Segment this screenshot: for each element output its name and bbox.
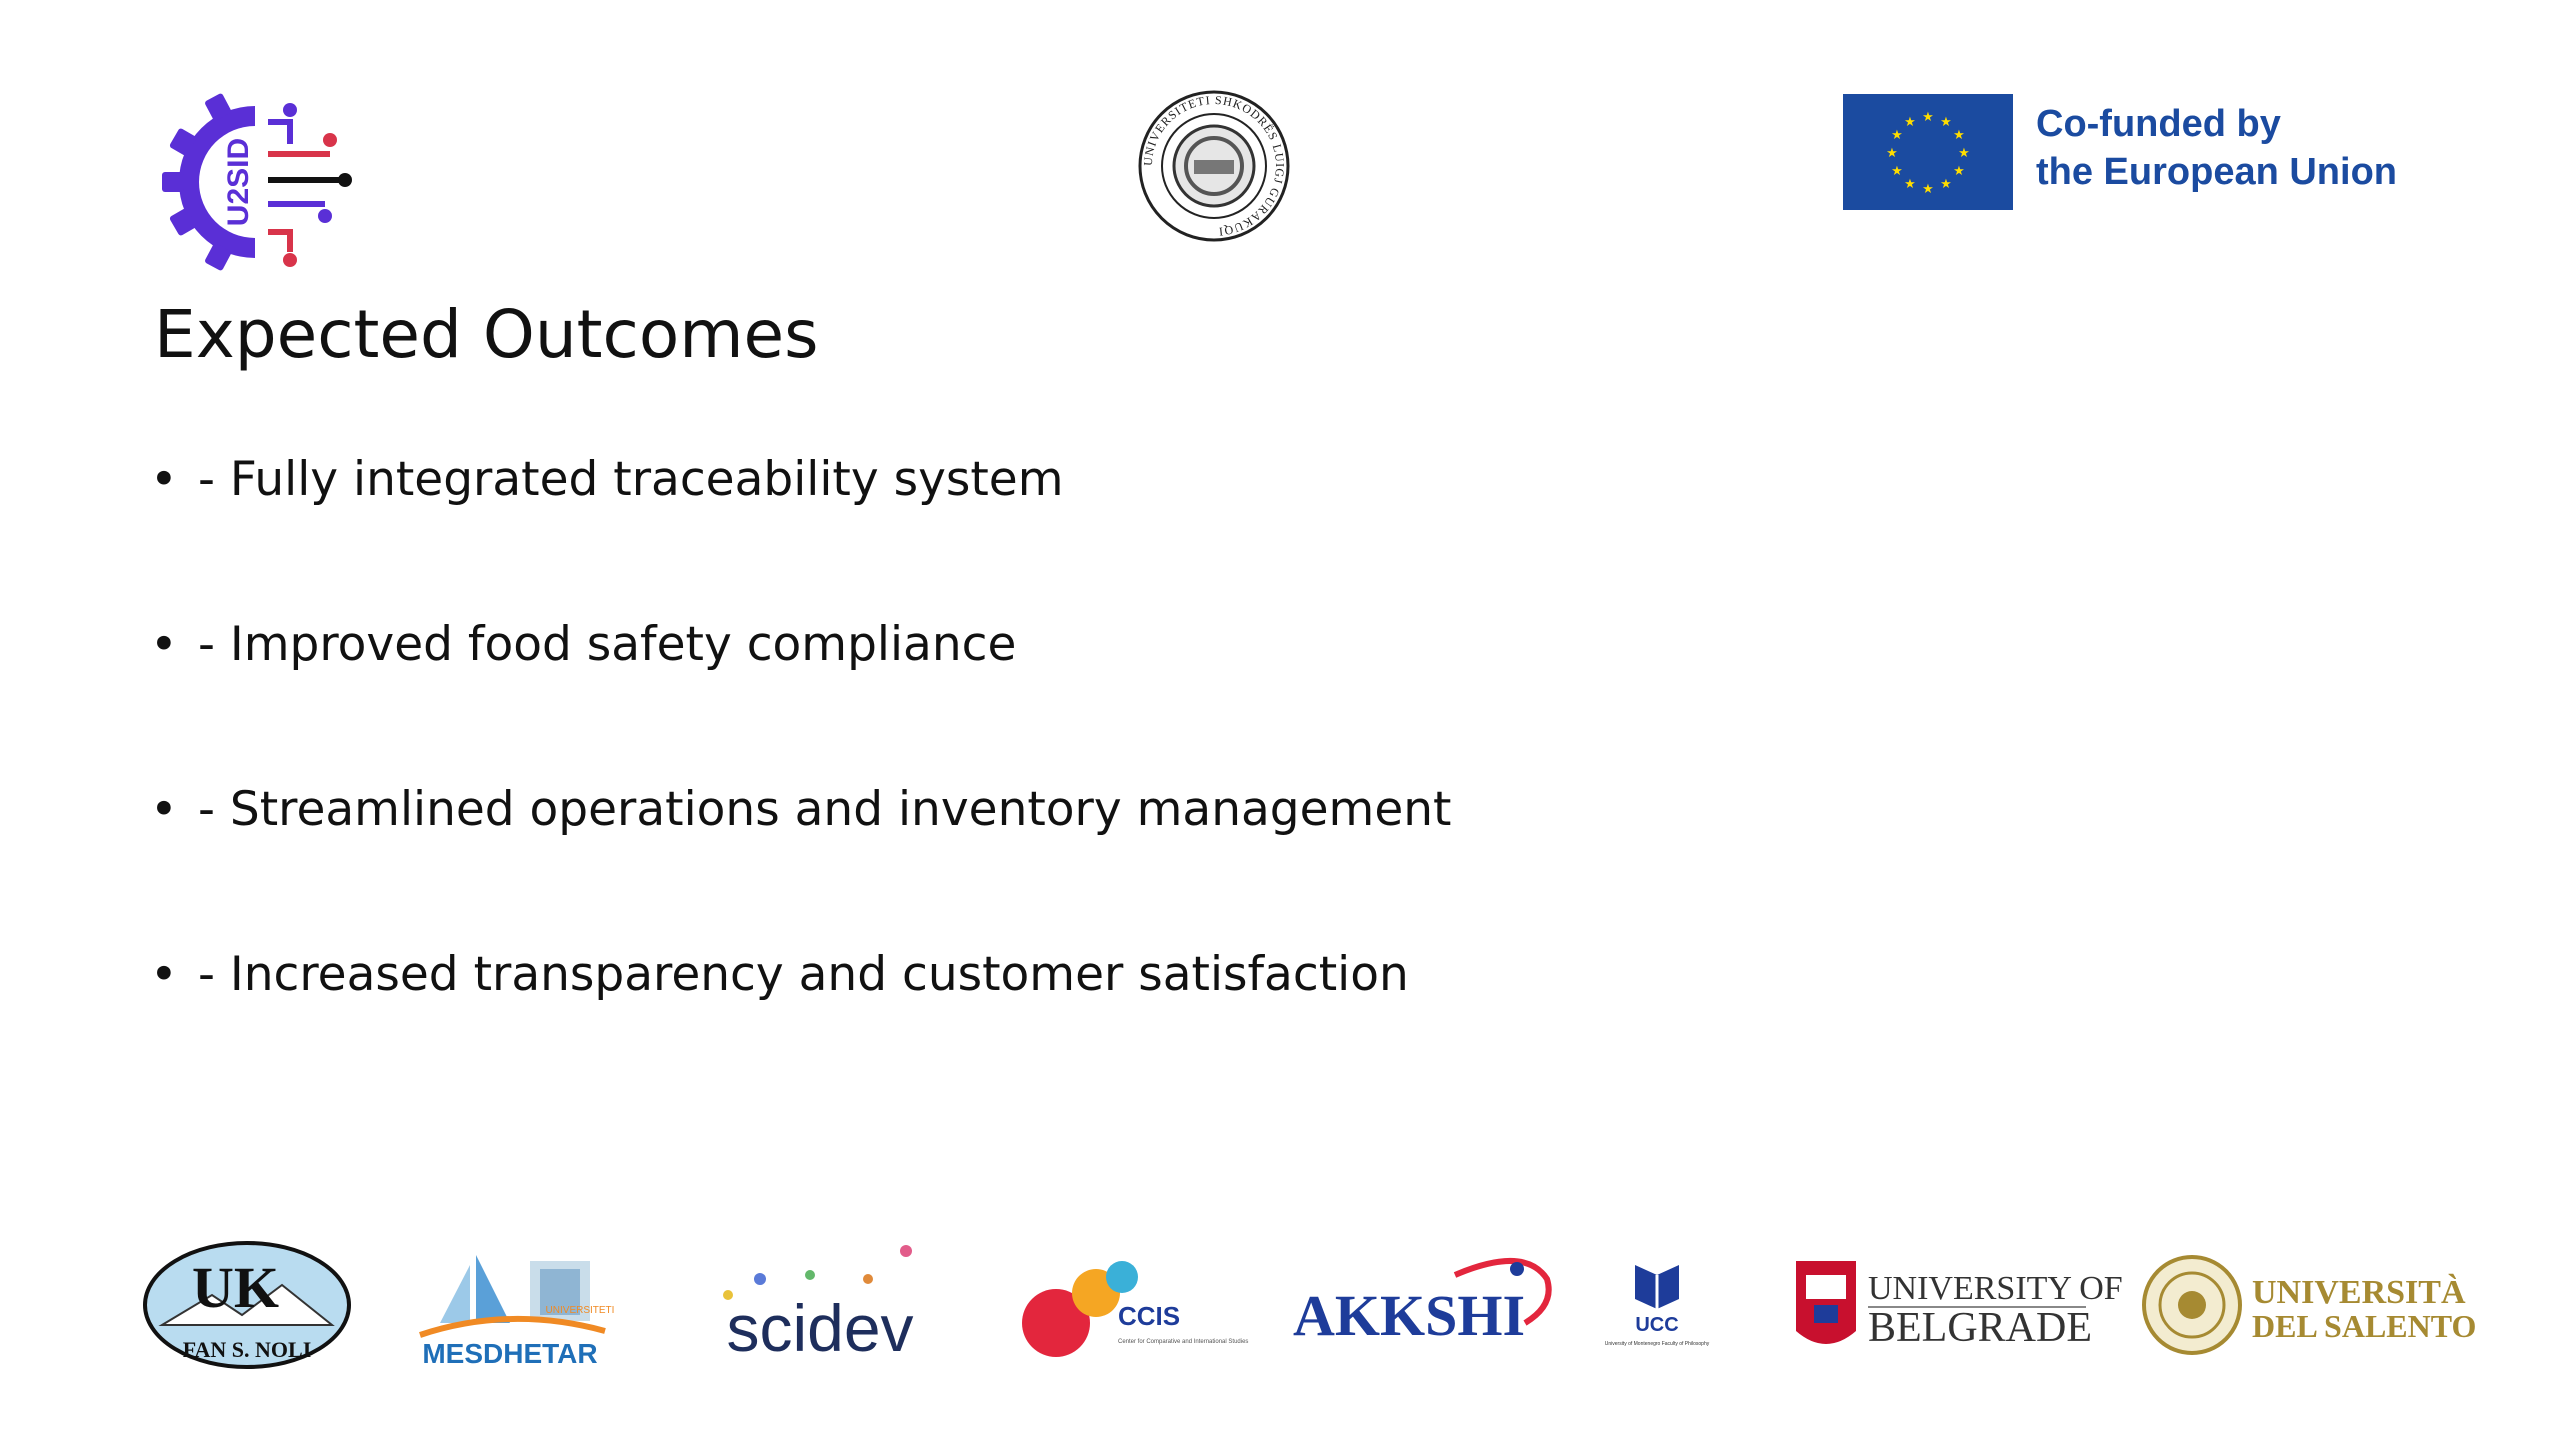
akkshi-logo — [1285, 1235, 1560, 1375]
belgrade-university-logo — [1790, 1235, 2123, 1375]
scidev-logo — [700, 1235, 940, 1375]
svg-text:★: ★ — [1922, 110, 1934, 125]
salento-university-logo — [2140, 1235, 2477, 1375]
list-item — [150, 605, 1451, 770]
bullet-dot: • — [150, 617, 178, 672]
fan-noli-mark: UK — [192, 1255, 279, 1320]
list-item-text: - Improved food safety compliance — [198, 617, 1017, 672]
mesdhetar-university-logo — [410, 1235, 615, 1375]
shkodra-university-seal — [1136, 88, 1292, 244]
belgrade-line1: UNIVERSITY OF — [1868, 1270, 2123, 1307]
ccis-subtitle: Center for Comparative and International Studies — [1118, 1339, 1249, 1345]
mesdhetar-name: MESDHETAR — [422, 1338, 598, 1369]
bullet-dot: • — [150, 782, 178, 837]
svg-text:★: ★ — [1940, 115, 1952, 130]
fan-noli-university-logo — [142, 1235, 352, 1375]
eu-flag-icon — [1843, 94, 2013, 210]
eu-cofunded-label — [2036, 100, 2456, 196]
svg-text:★: ★ — [1958, 146, 1970, 161]
svg-text:★: ★ — [1940, 177, 1952, 192]
svg-text:★: ★ — [1886, 146, 1898, 161]
ccis-wordmark: CCIS — [1118, 1301, 1181, 1331]
list-item — [150, 440, 1451, 605]
list-item-text: - Increased transparency and customer satisfaction — [198, 947, 1409, 1002]
list-item — [150, 935, 1451, 1100]
ucc-wordmark: UCC — [1635, 1314, 1679, 1336]
salento-line1: UNIVERSITÀ — [2252, 1274, 2466, 1311]
u2sid-logo — [160, 92, 350, 272]
ucc-subtitle: University of Montenegro Faculty of Philosophy — [1604, 1341, 1710, 1347]
list-item — [150, 770, 1451, 935]
salento-line2: DEL SALENTO — [2252, 1308, 2477, 1344]
bullet-dot: • — [150, 452, 178, 507]
svg-text:★: ★ — [1904, 115, 1916, 130]
mesdhetar-small-label: UNIVERSITETI — [545, 1305, 615, 1316]
ucc-logo — [1595, 1235, 1720, 1375]
belgrade-line2: BELGRADE — [1868, 1305, 2092, 1351]
svg-text:★: ★ — [1891, 128, 1903, 143]
shkodra-seal-text: UNIVERSITETI SHKODRËS LUIGJ GURAKUQI — [1140, 92, 1288, 239]
bullet-dot: • — [150, 947, 178, 1002]
u2sid-logo-text: U2SID — [222, 137, 255, 227]
list-item-text: - Fully integrated traceability system — [198, 452, 1064, 507]
slide-title: Expected Outcomes — [154, 296, 819, 373]
list-item-text: - Streamlined operations and inventory management — [198, 782, 1452, 837]
eu-label-line1: Co-funded by — [2036, 103, 2281, 145]
eu-label-line2: the European Union — [2036, 151, 2397, 193]
fan-noli-name: FAN S. NOLI — [182, 1337, 312, 1362]
svg-text:★: ★ — [1904, 177, 1916, 192]
ccis-logo — [1018, 1235, 1249, 1375]
svg-text:★: ★ — [1891, 164, 1903, 179]
svg-text:★: ★ — [1922, 182, 1934, 197]
outcomes-list — [150, 440, 1451, 1100]
svg-text:★: ★ — [1953, 164, 1965, 179]
akkshi-wordmark: AKKSHI — [1293, 1283, 1526, 1348]
scidev-wordmark: scidev — [726, 1291, 914, 1365]
svg-text:★: ★ — [1953, 128, 1965, 143]
